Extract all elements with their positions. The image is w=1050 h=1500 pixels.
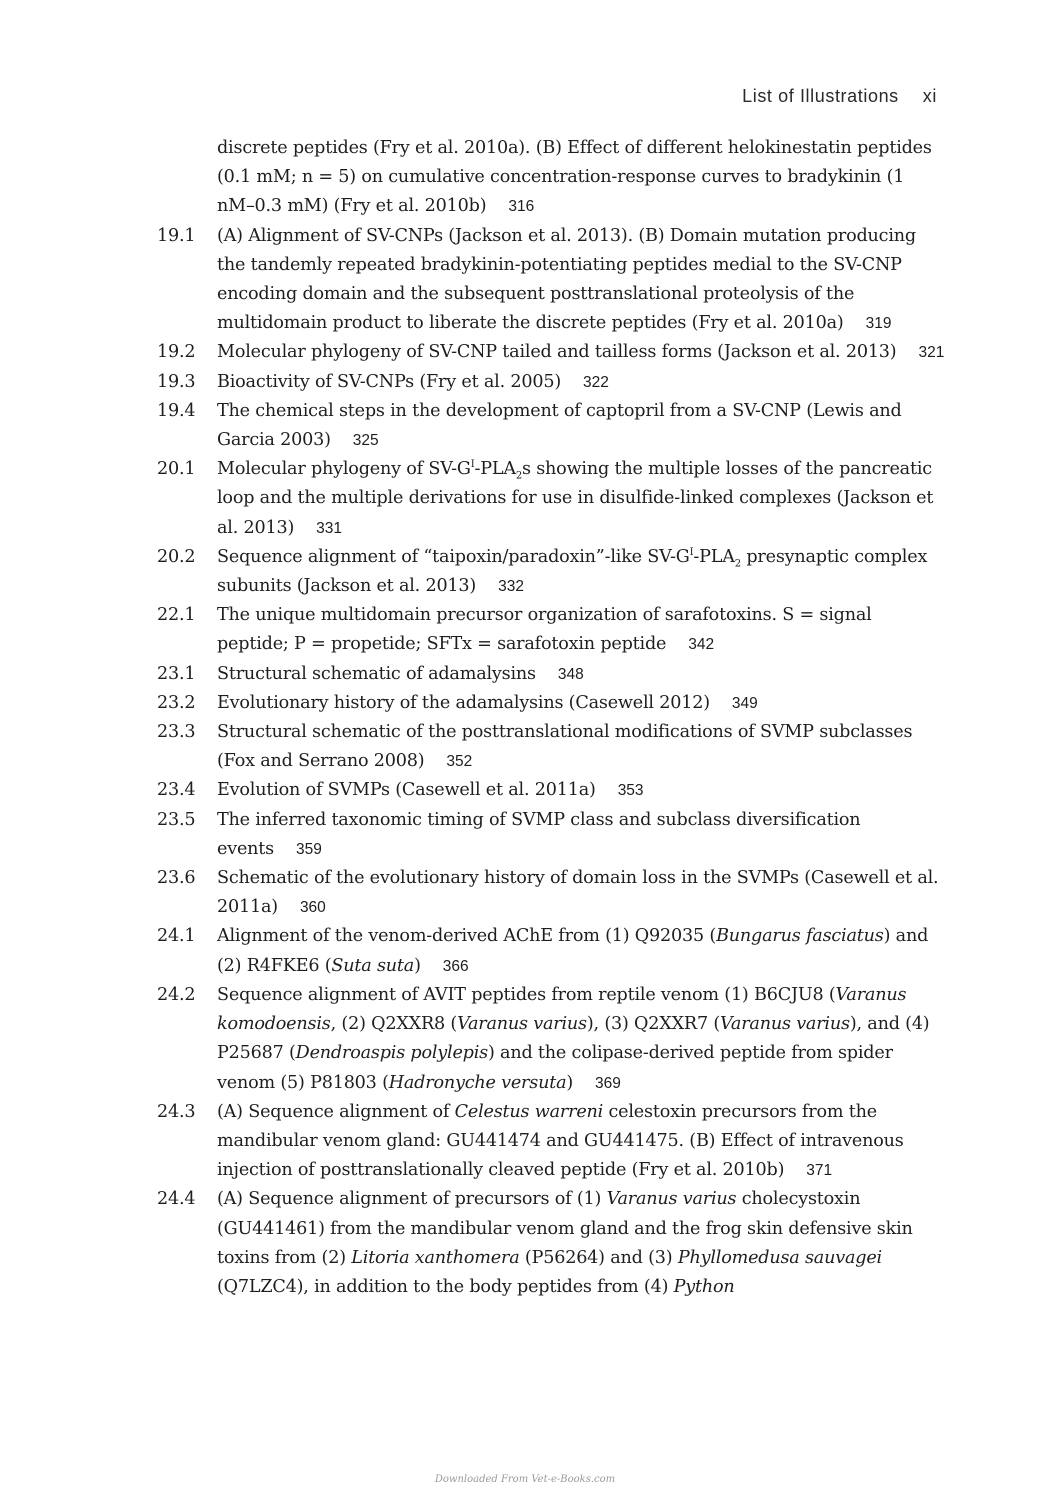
entry-page: 369	[595, 1074, 621, 1092]
entry-caption: Evolution of SVMPs (Casewell et al. 2011a) 353	[217, 780, 644, 801]
figure-number: 24.3	[157, 1101, 196, 1122]
figure-number: 24.4	[157, 1189, 196, 1210]
italic-species-name: Varanus varius	[606, 1189, 737, 1210]
subscript: 2	[734, 558, 741, 570]
italic-species-name: Varanus varius	[720, 1014, 850, 1035]
entry-caption: Sequence alignment of “taipoxin/paradoxin”-like $SV-G^I-PLA_2$ presynaptic complex subunits (Jackson et al. 2013) 332	[217, 546, 928, 597]
figure-number: 19.1	[157, 225, 196, 246]
entry-page: 321	[918, 344, 945, 362]
entry-caption: Bioactivity of SV-CNPs (Fry et al. 2005) 322	[217, 371, 609, 392]
italic-species-name: Python	[673, 1276, 735, 1297]
entry-page: 331	[316, 519, 343, 537]
entry-caption: Sequence alignment of AVIT peptides from reptile venom (1) B6CJU8 (Varanus komodoensis, (2) Q2XXR8 (Varanus varius), (3) Q2XXR7 (Varanus varius), and (4) P25687 (Dendroaspis polylepis) and the colipase-derived peptide from spider venom (5) P81803 (Hadronyche versuta) 369	[217, 984, 930, 1093]
entry-page: 353	[617, 782, 644, 800]
italic-species-name: Phyllomedusa sauvagei	[677, 1247, 882, 1268]
list-item	[157, 601, 947, 659]
figure-number: 24.1	[157, 926, 196, 947]
entry-caption: Structural schematic of the posttranslational modifications of SVMP subclasses (Fox and Serrano 2008) 352	[217, 722, 913, 772]
figure-number: 23.1	[157, 663, 196, 684]
entry-caption: The chemical steps in the development of captopril from a SV-CNP (Lewis and Garcia 2003) 325	[217, 400, 902, 451]
figure-number: 23.2	[157, 692, 196, 713]
figure-number: 20.1	[157, 459, 196, 480]
italic-species-name: Litoria xanthomera	[351, 1247, 520, 1268]
list-item	[157, 864, 947, 922]
list-item	[157, 689, 947, 718]
italic-species-name: Varanus varius	[457, 1014, 587, 1035]
list-item	[157, 806, 947, 864]
entry-caption: Molecular phylogeny of SV-CNP tailed and tailless forms (Jackson et al. 2013) 321	[217, 342, 945, 363]
entry-caption: Schematic of the evolutionary history of domain loss in the SVMPs (Casewell et al. 2011a) 360	[217, 868, 939, 918]
list-item	[157, 922, 947, 980]
subscript: 2	[515, 470, 522, 482]
list-item	[157, 776, 947, 805]
italic-species-name: Bungarus fasciatus	[716, 926, 884, 947]
list-item	[157, 455, 947, 543]
entry-caption: Molecular phylogeny of $SV-G^I-PLA_2s$ showing the multiple losses of the pancreatic loop and the multiple derivations for use in disulfide-linked complexes (Jackson et al. 2013) 331	[217, 459, 934, 538]
entry-page: 322	[583, 373, 609, 391]
entry-page: 348	[557, 665, 584, 683]
figure-number: 23.6	[157, 868, 196, 889]
entry-caption: discrete peptides (Fry et al. 2010a). (B) Effect of different helokinestatin peptides (0.1 mM; n = 5) on cumulative concentration-response curves to bradykinin (1 nM–0.3 mM) (Fry et al. 2010b)	[217, 138, 932, 217]
list-item	[157, 1185, 947, 1302]
italic-species-name: Hadronyche versuta	[388, 1072, 567, 1093]
figure-number: 23.5	[157, 809, 196, 830]
entry-page: 349	[731, 694, 758, 712]
continued-entry	[157, 134, 947, 222]
italic-species-name: Varanus komodoensis	[217, 984, 907, 1035]
figure-number: 24.2	[157, 984, 196, 1005]
list-item	[157, 338, 947, 367]
figure-number: 19.4	[157, 400, 196, 421]
list-item	[157, 543, 947, 601]
entry-page: 319	[865, 315, 892, 333]
entry-page: 352	[446, 753, 473, 771]
page-number: xi	[922, 86, 937, 106]
entry-caption: (A) Sequence alignment of precursors of (1) Varanus varius cholecystoxin (GU441461) from the mandibular venom gland and the frog skin defensive skin toxins from (2) Litoria xanthomera (P56264) and (3) Phyllomedusa sauvagei (Q7LZC4), in addition to the body peptides from (4) Python	[217, 1189, 913, 1297]
entry-page: 359	[296, 840, 322, 858]
entry-page: 332	[498, 578, 524, 596]
entry-page: 316	[508, 198, 535, 216]
superscript: I	[689, 546, 694, 558]
illustration-list	[157, 134, 947, 1302]
entry-page: 325	[352, 432, 379, 450]
entry-page: 342	[688, 636, 715, 654]
list-item	[157, 660, 947, 689]
figure-number: 23.4	[157, 780, 196, 801]
figure-number: 22.1	[157, 605, 196, 626]
list-item	[157, 397, 947, 455]
entry-caption: Evolutionary history of the adamalysins (Casewell 2012) 349	[217, 692, 758, 713]
figure-number: 19.3	[157, 371, 196, 392]
list-item	[157, 981, 947, 1098]
superscript: I	[470, 459, 475, 471]
list-item	[157, 1098, 947, 1186]
entry-caption: The unique multidomain precursor organization of sarafotoxins. S = signal peptide; P = propetide; SFTx = sarafotoxin peptide 342	[217, 605, 872, 655]
italic-species-name: Dendroaspis polylepis	[295, 1043, 488, 1064]
entry-page: 360	[299, 899, 326, 917]
running-header	[742, 86, 937, 107]
list-item	[157, 718, 947, 776]
entry-caption: The inferred taxonomic timing of SVMP class and subclass diversification events 359	[217, 809, 861, 859]
entry-caption: Structural schematic of adamalysins 348	[217, 663, 584, 684]
italic-species-name: Celestus warreni	[454, 1101, 604, 1122]
entry-caption: (A) Alignment of SV-CNPs (Jackson et al. 2013). (B) Domain mutation producing the tandemly repeated bradykinin-potentiating peptides medial to the SV-CNP encoding domain and the subsequent posttranslational proteolysis of the multidomain product to liberate the discrete peptides (Fry et al. 2010a) 319	[217, 225, 916, 334]
figure-number: 20.2	[157, 546, 196, 567]
italic-species-name: Suta suta	[331, 955, 415, 976]
header-title: List of Illustrations	[742, 86, 899, 106]
entry-caption: Alignment of the venom-derived AChE from (1) Q92035 (Bungarus fasciatus) and (2) R4FKE6 (Suta suta) 366	[217, 926, 929, 976]
entry-page: 371	[806, 1162, 833, 1180]
entry-page: 366	[442, 957, 469, 975]
figure-number: 23.3	[157, 722, 196, 743]
figure-number: 19.2	[157, 342, 196, 363]
list-item	[157, 368, 947, 397]
entry-caption: (A) Sequence alignment of Celestus warreni celestoxin precursors from the mandibular venom gland: GU441474 and GU441475. (B) Effect of intravenous injection of posttranslationally cleaved peptide (Fry et al. 2010b) 371	[217, 1101, 904, 1181]
watermark: Downloaded From Vet-e-Books.com	[434, 1474, 616, 1485]
list-item	[157, 222, 947, 339]
